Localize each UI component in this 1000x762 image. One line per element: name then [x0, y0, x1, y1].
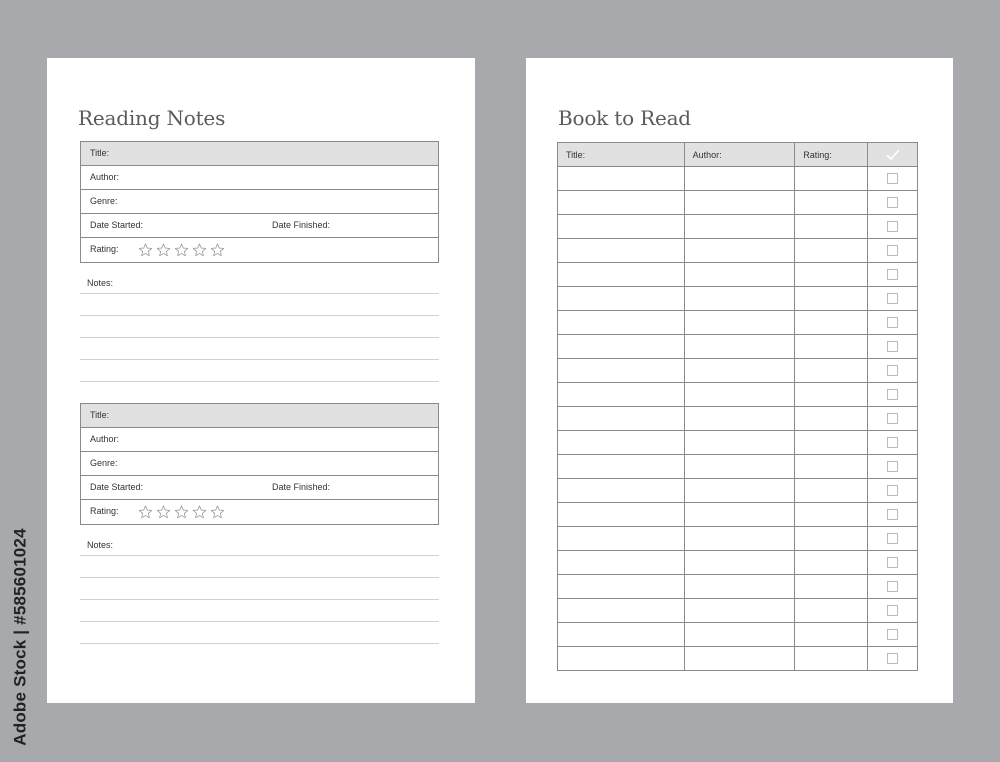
checkbox[interactable]	[887, 581, 898, 592]
note-line	[80, 534, 439, 556]
table-row	[558, 263, 918, 287]
table-row	[558, 599, 918, 623]
rating-row	[81, 500, 438, 524]
author-cell[interactable]	[684, 647, 795, 671]
note-line	[80, 316, 439, 338]
title-label: Title:	[90, 410, 110, 420]
note-line	[80, 338, 439, 360]
table-row	[558, 359, 918, 383]
checkbox[interactable]	[887, 509, 898, 520]
author-cell[interactable]	[684, 407, 795, 431]
checkbox-cell	[868, 527, 918, 551]
title-cell[interactable]	[558, 503, 685, 527]
rating-cell[interactable]	[795, 575, 868, 599]
title-cell[interactable]	[558, 167, 685, 191]
author-cell[interactable]	[684, 239, 795, 263]
checkbox-cell	[868, 311, 918, 335]
checkbox[interactable]	[887, 533, 898, 544]
title-cell[interactable]	[558, 407, 685, 431]
column-header-title: Title:	[558, 143, 685, 167]
author-cell[interactable]	[684, 551, 795, 575]
table-row	[558, 287, 918, 311]
reading-notes-title: Reading Notes	[78, 106, 226, 130]
title-cell[interactable]	[558, 215, 685, 239]
author-cell[interactable]	[684, 527, 795, 551]
checkbox[interactable]	[887, 629, 898, 640]
rating-stars	[137, 500, 226, 523]
rating-cell[interactable]	[795, 479, 868, 503]
note-line	[80, 360, 439, 382]
watermark	[6, 522, 36, 752]
notes-label: Notes:	[87, 278, 114, 288]
title-cell[interactable]	[558, 647, 685, 671]
author-cell[interactable]	[684, 383, 795, 407]
author-cell[interactable]	[684, 455, 795, 479]
watermark-text: Adobe Stock | #585601024	[11, 528, 31, 746]
star-icon[interactable]	[209, 238, 226, 261]
rating-cell[interactable]	[795, 599, 868, 623]
author-cell[interactable]	[684, 575, 795, 599]
title-cell[interactable]	[558, 263, 685, 287]
note-line	[80, 294, 439, 316]
checkbox-cell	[868, 599, 918, 623]
checkbox-cell	[868, 647, 918, 671]
author-cell[interactable]	[684, 191, 795, 215]
title-row	[81, 142, 438, 166]
author-cell[interactable]	[684, 599, 795, 623]
table-row	[558, 383, 918, 407]
rating-cell[interactable]	[795, 527, 868, 551]
notes-lines	[80, 534, 439, 644]
author-label: Author:	[90, 434, 120, 444]
table-row	[558, 311, 918, 335]
table-row	[558, 167, 918, 191]
rating-cell[interactable]	[795, 335, 868, 359]
rating-cell[interactable]	[795, 455, 868, 479]
rating-cell[interactable]	[795, 263, 868, 287]
note-line	[80, 622, 439, 644]
book-info-table	[80, 141, 439, 263]
checkbox[interactable]	[887, 245, 898, 256]
rating-cell[interactable]	[795, 623, 868, 647]
title-cell[interactable]	[558, 527, 685, 551]
checkbox[interactable]	[887, 269, 898, 280]
checkbox[interactable]	[887, 557, 898, 568]
star-icon[interactable]	[155, 238, 172, 261]
checkbox[interactable]	[887, 197, 898, 208]
note-line	[80, 600, 439, 622]
checkbox[interactable]	[887, 653, 898, 664]
title-cell[interactable]	[558, 287, 685, 311]
checkbox[interactable]	[887, 293, 898, 304]
genre-row	[81, 190, 438, 214]
rating-cell[interactable]	[795, 383, 868, 407]
reading-notes-page	[47, 58, 475, 703]
author-cell[interactable]	[684, 287, 795, 311]
title-cell[interactable]	[558, 479, 685, 503]
table-row	[558, 215, 918, 239]
rating-cell[interactable]	[795, 311, 868, 335]
checkbox-cell	[868, 551, 918, 575]
table-row	[558, 551, 918, 575]
checkbox-cell	[868, 455, 918, 479]
checkbox[interactable]	[887, 413, 898, 424]
title-cell[interactable]	[558, 455, 685, 479]
checkbox-cell	[868, 335, 918, 359]
table-row	[558, 479, 918, 503]
rating-cell[interactable]	[795, 359, 868, 383]
title-cell[interactable]	[558, 191, 685, 215]
rating-cell[interactable]	[795, 647, 868, 671]
table-row	[558, 503, 918, 527]
table-row	[558, 239, 918, 263]
title-cell[interactable]	[558, 311, 685, 335]
rating-label: Rating:	[90, 506, 119, 516]
checkmark-icon	[886, 149, 900, 161]
checkbox-cell	[868, 431, 918, 455]
title-cell[interactable]	[558, 599, 685, 623]
checkbox[interactable]	[887, 485, 898, 496]
star-icon[interactable]	[191, 500, 208, 523]
book-to-read-page	[526, 58, 953, 703]
checkbox[interactable]	[887, 341, 898, 352]
checkbox-cell	[868, 575, 918, 599]
author-row	[81, 166, 438, 190]
column-header-author: Author:	[684, 143, 795, 167]
star-icon[interactable]	[137, 238, 154, 261]
checkbox[interactable]	[887, 461, 898, 472]
author-cell[interactable]	[684, 431, 795, 455]
column-header-check	[868, 143, 918, 167]
title-cell[interactable]	[558, 431, 685, 455]
date-finished-label: Date Finished:	[272, 482, 331, 492]
star-icon[interactable]	[173, 238, 190, 261]
table-row	[558, 407, 918, 431]
star-icon[interactable]	[137, 500, 154, 523]
dates-row	[81, 476, 438, 500]
rating-cell[interactable]	[795, 239, 868, 263]
title-label: Title:	[90, 148, 110, 158]
genre-label: Genre:	[90, 196, 118, 206]
rating-stars	[137, 238, 226, 261]
author-cell[interactable]	[684, 263, 795, 287]
checkbox-cell	[868, 239, 918, 263]
rating-cell[interactable]	[795, 215, 868, 239]
author-cell[interactable]	[684, 359, 795, 383]
date-started-label: Date Started:	[90, 220, 144, 230]
genre-label: Genre:	[90, 458, 118, 468]
star-icon[interactable]	[191, 238, 208, 261]
table-row	[558, 647, 918, 671]
title-row	[81, 404, 438, 428]
author-cell[interactable]	[684, 623, 795, 647]
author-row	[81, 428, 438, 452]
checkbox-cell	[868, 263, 918, 287]
book-to-read-title: Book to Read	[558, 106, 691, 130]
checkbox-cell	[868, 215, 918, 239]
rating-cell[interactable]	[795, 191, 868, 215]
notes-label: Notes:	[87, 540, 114, 550]
author-cell[interactable]	[684, 479, 795, 503]
rating-cell[interactable]	[795, 407, 868, 431]
author-cell[interactable]	[684, 503, 795, 527]
book-list-body	[558, 167, 918, 671]
date-started-label: Date Started:	[90, 482, 144, 492]
column-header-rating: Rating:	[795, 143, 868, 167]
genre-row	[81, 452, 438, 476]
table-row	[558, 455, 918, 479]
star-icon[interactable]	[173, 500, 190, 523]
table-row	[558, 527, 918, 551]
title-cell[interactable]	[558, 383, 685, 407]
checkbox[interactable]	[887, 221, 898, 232]
checkbox-cell	[868, 167, 918, 191]
book-list-table	[557, 142, 918, 671]
rating-label: Rating:	[90, 244, 119, 254]
checkbox-cell	[868, 383, 918, 407]
checkbox[interactable]	[887, 365, 898, 376]
table-row	[558, 623, 918, 647]
checkbox-cell	[868, 359, 918, 383]
rating-row	[81, 238, 438, 262]
rating-cell[interactable]	[795, 551, 868, 575]
checkbox-cell	[868, 503, 918, 527]
dates-row	[81, 214, 438, 238]
rating-cell[interactable]	[795, 431, 868, 455]
checkbox[interactable]	[887, 173, 898, 184]
checkbox[interactable]	[887, 605, 898, 616]
author-label: Author:	[90, 172, 120, 182]
rating-cell[interactable]	[795, 503, 868, 527]
author-cell[interactable]	[684, 167, 795, 191]
table-row	[558, 335, 918, 359]
checkbox[interactable]	[887, 437, 898, 448]
star-icon[interactable]	[209, 500, 226, 523]
table-row	[558, 431, 918, 455]
notes-lines	[80, 272, 439, 382]
book-info-table	[80, 403, 439, 525]
rating-cell[interactable]	[795, 287, 868, 311]
checkbox-cell	[868, 191, 918, 215]
checkbox[interactable]	[887, 389, 898, 400]
table-row	[558, 575, 918, 599]
author-cell[interactable]	[684, 215, 795, 239]
title-cell[interactable]	[558, 575, 685, 599]
author-cell[interactable]	[684, 311, 795, 335]
title-cell[interactable]	[558, 335, 685, 359]
title-cell[interactable]	[558, 551, 685, 575]
title-cell[interactable]	[558, 239, 685, 263]
note-line	[80, 578, 439, 600]
author-cell[interactable]	[684, 335, 795, 359]
checkbox-cell	[868, 287, 918, 311]
title-cell[interactable]	[558, 623, 685, 647]
note-line	[80, 556, 439, 578]
checkbox-cell	[868, 479, 918, 503]
checkbox[interactable]	[887, 317, 898, 328]
checkbox-cell	[868, 407, 918, 431]
checkbox-cell	[868, 623, 918, 647]
date-finished-label: Date Finished:	[272, 220, 331, 230]
table-header-row	[558, 143, 918, 167]
rating-cell[interactable]	[795, 167, 868, 191]
title-cell[interactable]	[558, 359, 685, 383]
star-icon[interactable]	[155, 500, 172, 523]
table-row	[558, 191, 918, 215]
note-line	[80, 272, 439, 294]
